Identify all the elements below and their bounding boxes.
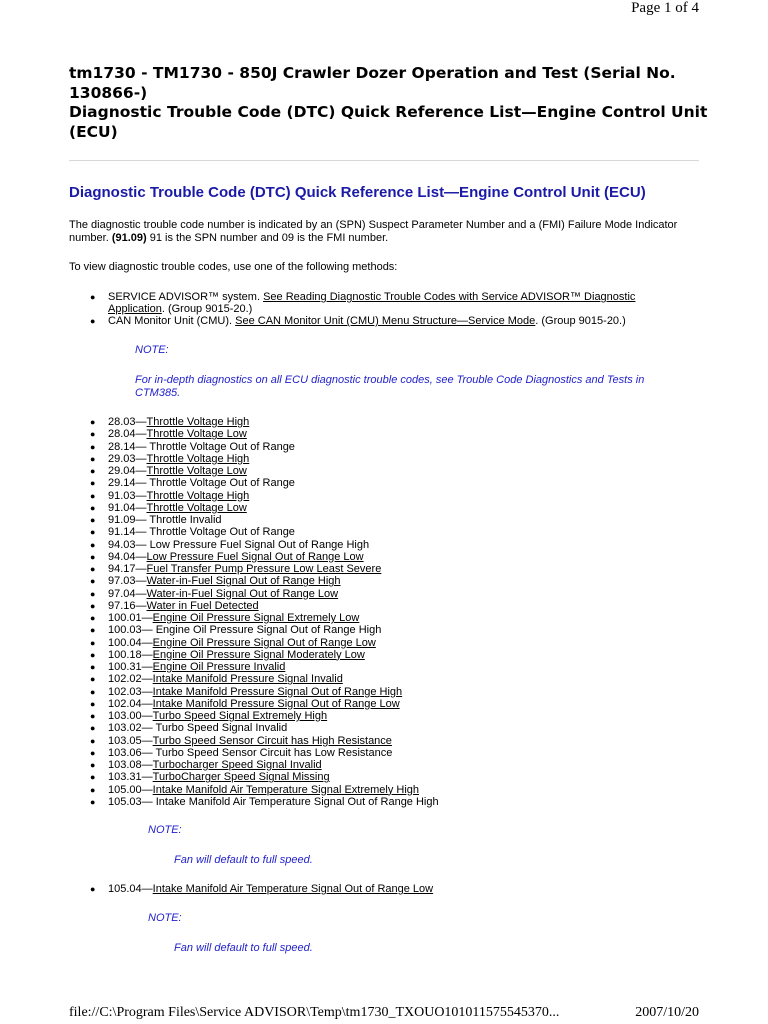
bullet-icon: ● — [90, 884, 96, 894]
dtc-code: 103.00— — [108, 710, 153, 722]
dtc-code: 105.04— — [108, 883, 153, 895]
bullet-icon: ● — [90, 662, 96, 672]
bullet-icon: ● — [90, 723, 96, 734]
dtc-description: Throttle Invalid — [149, 514, 222, 526]
dtc-code: 105.00— — [108, 783, 153, 796]
dtc-description-link[interactable]: Intake Manifold Air Temperature Signal Out of Range Low — [152, 883, 434, 895]
dtc-description-link[interactable]: Intake Manifold Pressure Signal Out of Range High — [152, 685, 403, 698]
dtc-description: Throttle Voltage Out of Range — [149, 477, 295, 490]
bullet-icon: ● — [90, 698, 96, 709]
dtc-description-link[interactable]: TurboCharger Speed Signal Missing — [152, 771, 330, 784]
dtc-description-link[interactable]: Low Pressure Fuel Signal Out of Range Low — [146, 550, 364, 563]
dtc-code: 28.03— — [108, 416, 147, 428]
dtc-item — [69, 883, 669, 895]
dtc-code: 97.16— — [108, 599, 147, 612]
dtc-code: 100.04— — [108, 636, 153, 649]
dtc-code: 103.05— — [108, 734, 153, 747]
methods-lead: To view diagnostic trouble codes, use one of the following methods: — [69, 261, 398, 273]
bullet-icon: ● — [90, 600, 96, 611]
document-title-line2: Diagnostic Trouble Code (DTC) Quick Reference List—Engine Control Unit (ECU) — [69, 103, 708, 141]
dtc-item — [69, 490, 669, 502]
bullet-icon: ● — [90, 539, 96, 550]
note-text: Fan will default to full speed. — [174, 854, 313, 866]
dtc-code: 100.18— — [108, 648, 153, 661]
intro-text-end: 91 is the SPN number and 09 is the FMI number. — [146, 231, 389, 244]
dtc-code: 97.04— — [108, 587, 147, 600]
dtc-item — [69, 661, 669, 673]
bullet-icon: ● — [90, 316, 96, 326]
dtc-code: 91.03— — [108, 489, 147, 502]
note-text: Fan will default to full speed. — [174, 942, 313, 954]
dtc-item — [69, 698, 669, 710]
dtc-item — [69, 771, 669, 783]
bullet-icon: ● — [90, 796, 96, 807]
dtc-description-link[interactable]: Water-in-Fuel Signal Out of Range High — [146, 575, 341, 588]
dtc-description-link[interactable]: Intake Manifold Pressure Signal Out of Range Low — [152, 697, 400, 710]
bullet-icon: ● — [90, 674, 96, 685]
document-title-line1: tm1730 - TM1730 - 850J Crawler Dozer Operation and Test (Serial No. 130866-) — [69, 64, 676, 102]
dtc-code: 102.04— — [108, 697, 153, 710]
note-label: NOTE: — [135, 344, 169, 356]
dtc-description-link[interactable]: Turbo Speed Sensor Circuit has High Resistance — [152, 734, 392, 747]
dtc-item — [69, 759, 669, 771]
note-text: For in-depth diagnostics on all ECU diagnostic trouble codes, see Trouble Code Diagnostics and Tests in CTM385. — [135, 374, 645, 399]
dtc-code: 100.01— — [108, 612, 153, 624]
note-label: NOTE: — [148, 824, 182, 836]
bullet-icon: ● — [90, 453, 96, 464]
dtc-item — [69, 612, 669, 624]
dtc-code: 103.06— — [108, 746, 156, 759]
method-item-cmu — [69, 315, 679, 327]
dtc-description-link[interactable]: Throttle Voltage High — [146, 452, 250, 465]
bullet-icon: ● — [90, 613, 96, 623]
dtc-item — [69, 784, 669, 796]
method-item-service-advisor — [69, 291, 679, 315]
dtc-item — [69, 526, 669, 538]
dtc-item — [69, 624, 669, 636]
dtc-description: Throttle Voltage Out of Range — [149, 440, 295, 453]
bullet-icon: ● — [90, 784, 96, 795]
footer-date: 2007/10/20 — [635, 1005, 699, 1020]
dtc-description-link[interactable]: Engine Oil Pressure Signal Extremely Low — [152, 612, 360, 624]
dtc-code: 100.31— — [108, 661, 153, 673]
dtc-item — [69, 441, 669, 453]
bullet-icon: ● — [90, 588, 96, 599]
dtc-description: Engine Oil Pressure Signal Out of Range High — [155, 624, 382, 637]
intro-paragraph — [69, 219, 679, 244]
dtc-description-link[interactable]: Water in Fuel Detected — [146, 599, 259, 612]
dtc-item — [69, 539, 669, 551]
dtc-description: Throttle Voltage Out of Range — [149, 526, 295, 539]
dtc-code: 91.04— — [108, 501, 147, 514]
method-prefix: SERVICE ADVISOR™ system. — [108, 291, 264, 303]
dtc-item — [69, 637, 669, 649]
dtc-description-link[interactable]: Throttle Voltage High — [146, 416, 250, 428]
dtc-description-link[interactable]: Intake Manifold Pressure Signal Invalid — [152, 673, 343, 686]
bullet-icon: ● — [90, 417, 96, 427]
method-suffix: . (Group 9015-20.) — [535, 315, 626, 327]
bullet-icon: ● — [90, 686, 96, 697]
dtc-code: 100.03— — [108, 624, 156, 637]
dtc-item — [69, 453, 669, 465]
dtc-description-link[interactable]: Turbo Speed Signal Extremely High — [152, 710, 328, 722]
dtc-description-link[interactable]: Water-in-Fuel Signal Out of Range Low — [146, 587, 339, 600]
dtc-item — [69, 588, 669, 600]
link-reading-dtc-service-advisor[interactable]: See Reading Diagnostic Trouble Codes with Service ADVISOR™ Diagnostic Application — [108, 291, 636, 315]
method-suffix: . (Group 9015-20.) — [161, 303, 253, 315]
dtc-description-link[interactable]: Throttle Voltage Low — [146, 465, 247, 477]
dtc-description-link[interactable]: Throttle Voltage High — [146, 489, 250, 502]
dtc-item — [69, 747, 669, 759]
dtc-code: 102.03— — [108, 685, 153, 698]
dtc-code: 29.04— — [108, 465, 147, 477]
dtc-description-link[interactable]: Turbocharger Speed Signal Invalid — [152, 759, 322, 771]
dtc-code: 94.17— — [108, 563, 147, 575]
dtc-code: 28.04— — [108, 428, 147, 441]
dtc-item — [69, 551, 669, 563]
bullet-icon: ● — [90, 747, 96, 758]
dtc-item — [69, 416, 669, 428]
dtc-code: 91.09— — [108, 514, 150, 526]
link-cmu-menu-structure[interactable]: See CAN Monitor Unit (CMU) Menu Structure—Service Mode — [235, 315, 536, 327]
dtc-item — [69, 710, 669, 722]
note-label: NOTE: — [148, 912, 182, 924]
dtc-item — [69, 575, 669, 587]
dtc-description-link[interactable]: Fuel Transfer Pump Pressure Low Least Severe — [146, 563, 382, 575]
bullet-icon: ● — [90, 576, 96, 587]
dtc-code: 94.03— — [108, 538, 150, 551]
dtc-code: 105.03— — [108, 795, 156, 808]
document-title — [69, 64, 709, 142]
dtc-item — [69, 735, 669, 747]
dtc-list — [69, 416, 669, 808]
dtc-description: Intake Manifold Air Temperature Signal Out of Range High — [155, 795, 439, 808]
bullet-icon: ● — [90, 564, 96, 574]
dtc-code: 102.02— — [108, 673, 153, 686]
dtc-code: 29.03— — [108, 452, 147, 465]
dtc-item — [69, 796, 669, 808]
bullet-icon: ● — [90, 711, 96, 721]
dtc-code: 103.02— — [108, 722, 156, 735]
dtc-code: 103.08— — [108, 759, 153, 771]
dtc-item — [69, 514, 669, 526]
bullet-icon: ● — [90, 502, 96, 513]
dtc-item — [69, 563, 669, 575]
bullet-icon: ● — [90, 478, 96, 489]
dtc-item — [69, 477, 669, 489]
bullet-icon: ● — [90, 735, 96, 746]
dtc-description-link[interactable]: Throttle Voltage Low — [146, 428, 247, 441]
dtc-code: 94.04— — [108, 550, 147, 563]
dtc-item — [69, 502, 669, 514]
dtc-code: 91.14— — [108, 526, 150, 539]
intro-example-code: (91.09) — [111, 231, 147, 244]
footer-file-path: file://C:\Program Files\Service ADVISOR\Temp\tm1730_TXOUO101011575545370... — [69, 1005, 560, 1020]
bullet-icon: ● — [90, 515, 96, 525]
dtc-description-link[interactable]: Throttle Voltage Low — [146, 501, 247, 514]
bullet-icon: ● — [90, 649, 96, 660]
dtc-item — [69, 686, 669, 698]
bullet-icon: ● — [90, 637, 96, 648]
bullet-icon: ● — [90, 466, 96, 476]
dtc-code: 103.31— — [108, 771, 153, 784]
methods-list — [69, 291, 679, 327]
dtc-description-link[interactable]: Intake Manifold Air Temperature Signal Extremely High — [152, 783, 420, 796]
method-prefix: CAN Monitor Unit (CMU). — [108, 315, 236, 327]
title-divider — [69, 160, 699, 161]
dtc-description: Low Pressure Fuel Signal Out of Range High — [149, 538, 370, 551]
dtc-list-continued — [69, 883, 669, 895]
dtc-description-link[interactable]: Engine Oil Pressure Signal Moderately Low — [152, 648, 365, 661]
dtc-code: 28.14— — [108, 440, 150, 453]
section-heading: Diagnostic Trouble Code (DTC) Quick Reference List—Engine Control Unit (ECU) — [69, 184, 646, 201]
bullet-icon: ● — [90, 760, 96, 770]
dtc-code: 97.03— — [108, 575, 147, 588]
bullet-icon: ● — [90, 292, 96, 302]
dtc-item — [69, 649, 669, 661]
bullet-icon: ● — [90, 490, 96, 501]
dtc-code: 29.14— — [108, 477, 150, 490]
dtc-description-link[interactable]: Engine Oil Pressure Signal Out of Range Low — [152, 636, 376, 649]
dtc-description: Turbo Speed Signal Invalid — [155, 722, 288, 735]
dtc-item — [69, 673, 669, 685]
dtc-item — [69, 600, 669, 612]
bullet-icon: ● — [90, 625, 96, 636]
dtc-description: Turbo Speed Sensor Circuit has Low Resistance — [155, 746, 393, 759]
dtc-description-link[interactable]: Engine Oil Pressure Invalid — [152, 661, 286, 673]
bullet-icon: ● — [90, 527, 96, 538]
bullet-icon: ● — [90, 772, 96, 783]
bullet-icon: ● — [90, 551, 96, 562]
page-number: Page 1 of 4 — [631, 0, 699, 16]
dtc-item — [69, 722, 669, 734]
intro-text: The diagnostic trouble code number is indicated by an (SPN) Suspect Parameter Number and a (FMI) Failure Mode Indicator number. — [69, 219, 678, 244]
dtc-item — [69, 428, 669, 440]
bullet-icon: ● — [90, 429, 96, 440]
bullet-icon: ● — [90, 441, 96, 452]
dtc-item — [69, 465, 669, 477]
